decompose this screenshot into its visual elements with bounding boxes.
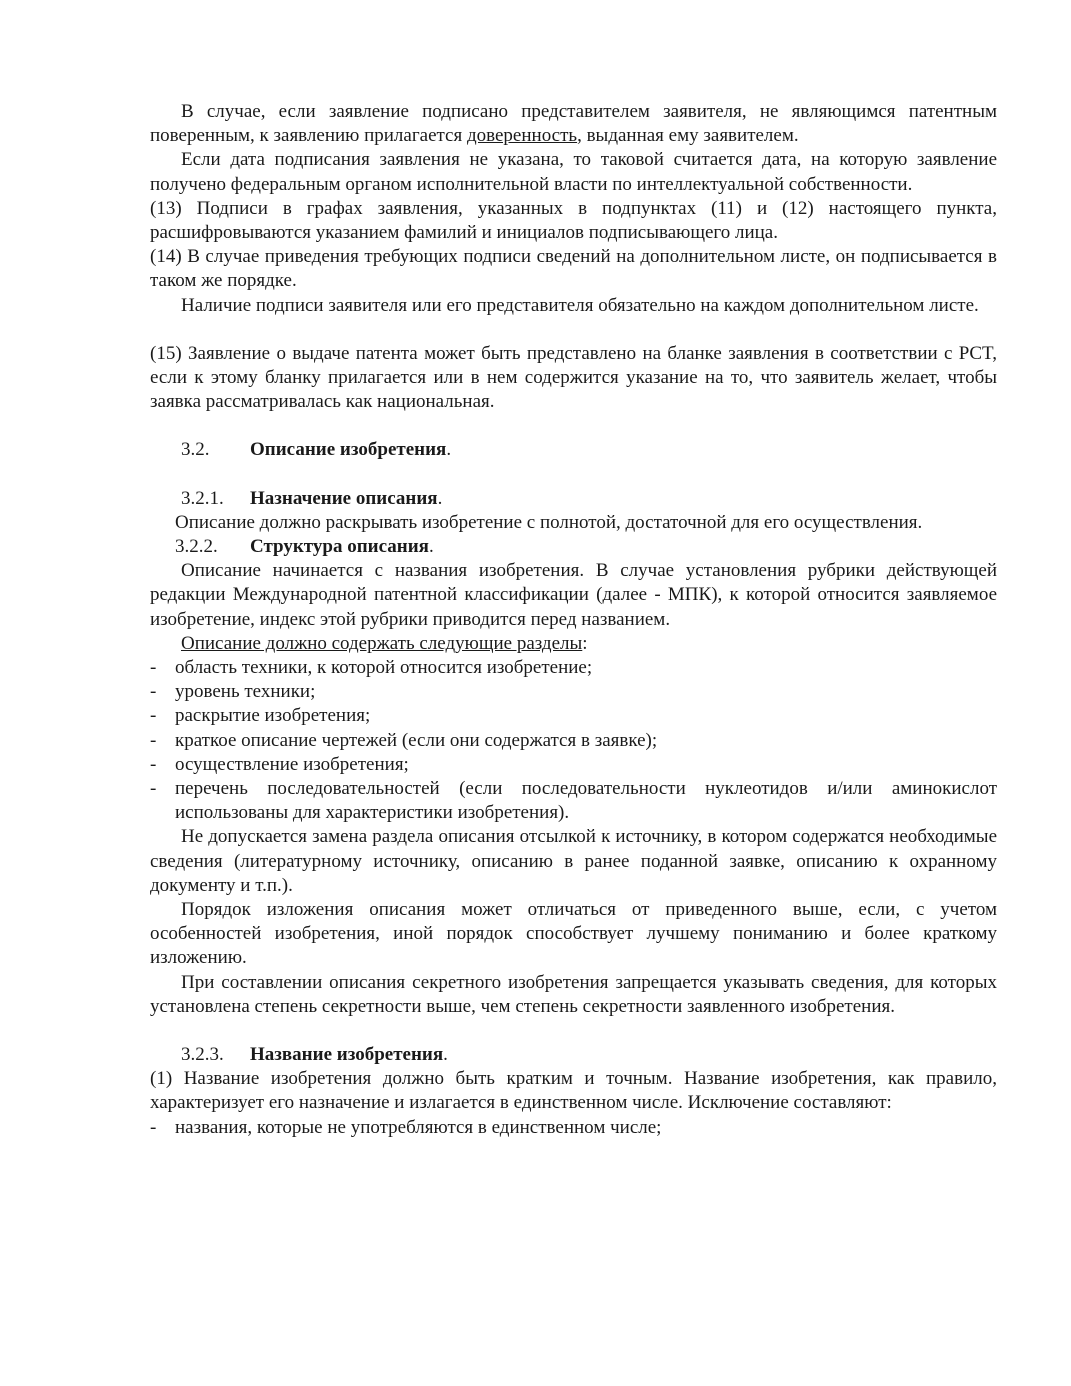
sections-list	[150, 656, 997, 825]
paragraph-secret-invention: При составлении описания секретного изобретения запрещается указывать сведения, для которых установлена степень секретности выше, чем степень секретности заявленного изобретения.	[150, 971, 997, 1017]
paragraph-no-substitution: Не допускается замена раздела описания отсылкой к источнику, в котором содержатся необходимые сведения (литературному источнику, описанию в ранее поданной заявке, описанию к охранному документу и т.п.).	[150, 826, 997, 896]
paragraph-text: , выданная ему заявителем.	[577, 125, 799, 147]
blank-line	[150, 1019, 997, 1043]
dash-marker: -	[150, 729, 157, 751]
section-title-period: .	[443, 1044, 448, 1066]
section-number: 3.2.	[181, 439, 210, 461]
power-of-attorney-link[interactable]: доверенность	[466, 125, 578, 147]
blank-line	[150, 463, 997, 487]
section-title-period: .	[446, 439, 452, 461]
list-intro-underlined: Описание должно содержать следующие разделы	[181, 632, 583, 654]
list-item	[150, 680, 997, 704]
list-item-text: область техники, к которой относится изобретение;	[175, 657, 593, 679]
paragraph-order: Порядок изложения описания может отличаться от приведенного выше, если, с учетом особенностей изобретения, иной порядок способствует лучшему пониманию и более краткому изложению.	[150, 899, 997, 969]
dash-marker: -	[150, 657, 157, 679]
list-item-text: осуществление изобретения;	[175, 753, 409, 775]
section-title: Назначение описания	[250, 487, 438, 509]
section-number: 3.2.1.	[181, 487, 224, 509]
paragraph-description-purpose: Описание должно раскрывать изобретение с полнотой, достаточной для его осуществления.	[175, 511, 923, 533]
list-intro-colon: :	[582, 632, 588, 654]
section-title-period: .	[437, 487, 443, 509]
list-item-text: раскрытие изобретения;	[175, 705, 371, 727]
paragraph-item-13: (13) Подписи в графах заявления, указанных в подпунктах (11) и (12) настоящего пункта, расшифровываются указанием фамилий и инициалов подписывающего лица.	[150, 197, 997, 244]
list-item-text: перечень последовательностей (если последовательности нуклеотидов и/или аминокислот использованы для характеристики изобретения).	[175, 778, 997, 824]
section-title: Описание изобретения	[250, 439, 447, 461]
section-title: Название изобретения	[250, 1044, 444, 1066]
list-item-text: уровень техники;	[175, 681, 316, 703]
list-item	[150, 1116, 997, 1140]
dash-marker: -	[150, 1116, 157, 1138]
paragraph-signing-date: Если дата подписания заявления не указана, то таковой считается дата, на которую заявление получено федеральным органом исполнительной власти по интеллектуальной собственности.	[150, 149, 997, 195]
paragraph-item-15: (15) Заявление о выдаче патента может быть представлено на бланке заявления в соответствии с PCT, если к этому бланку прилагается или в нем содержится указание на то, что заявитель желает, чтобы заявка рассматривалась как национальная.	[150, 342, 997, 413]
list-item	[150, 729, 997, 753]
paragraph-signature-required: Наличие подписи заявителя или его представителя обязательно на каждом дополнительном листе.	[181, 294, 979, 316]
section-heading-3-2-1	[150, 487, 997, 511]
document-page	[150, 100, 997, 1140]
paragraph-item-14: (14) В случае приведения требующих подписи сведений на дополнительном листе, он подписывается в таком же порядке.	[150, 246, 997, 292]
section-heading-3-2	[150, 438, 997, 462]
list-item	[150, 777, 997, 825]
blank-line	[150, 414, 997, 438]
list-intro	[150, 632, 997, 656]
dash-marker: -	[150, 681, 157, 703]
blank-line	[150, 318, 997, 342]
exceptions-list	[150, 1116, 997, 1140]
section-heading-3-2-3	[150, 1043, 997, 1067]
dash-marker: -	[150, 705, 157, 727]
paragraph-power-of-attorney	[150, 100, 997, 148]
list-item-text: краткое описание чертежей (если они содержатся в заявке);	[175, 729, 658, 751]
paragraph-title-rules: (1) Название изобретения должно быть кратким и точным. Название изобретения, как правило, характеризует его назначение и излагается в единственном числе. Исключение составляют:	[150, 1068, 997, 1114]
dash-marker: -	[150, 753, 157, 775]
section-number: 3.2.2.	[175, 536, 218, 558]
list-item-text: названия, которые не употребляются в единственном числе;	[175, 1116, 662, 1138]
paragraph-text: В случае, если заявление подписано представителем заявителя, не являющимся патентным поверенным, к заявлению прилагается	[150, 101, 997, 147]
dash-marker: -	[150, 778, 157, 800]
section-title-period: .	[428, 536, 434, 558]
list-item	[150, 656, 997, 680]
paragraph-description-start: Описание начинается с названия изобретения. В случае установления рубрики действующей редакции Международной патентной классификации (далее - МПК), к которой относится заявляемое изобретение, индекс этой рубрики приводится перед названием.	[150, 560, 997, 630]
section-title: Структура описания	[250, 536, 429, 558]
list-item	[150, 704, 997, 728]
list-item	[150, 753, 997, 777]
section-number: 3.2.3.	[181, 1044, 224, 1066]
section-heading-3-2-2	[150, 535, 997, 559]
